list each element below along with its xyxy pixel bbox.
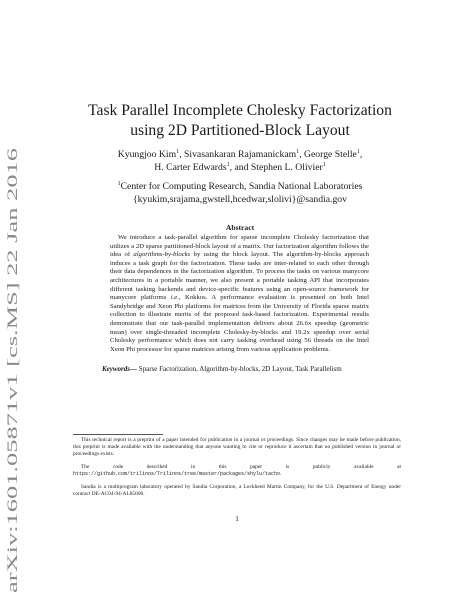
author-stelle: , George Stelle — [299, 149, 357, 160]
footnote-code-end: . — [280, 471, 282, 478]
author-sup: 1 — [176, 149, 180, 155]
affiliation — [60, 180, 420, 206]
footnotes — [73, 437, 401, 504]
paper-title — [60, 101, 420, 141]
affiliation-name: Center for Computing Research, Sandia National Laboratories — [120, 181, 363, 192]
keywords-text: Sparse Factorization, Algorithm-by-blocks, 2D Layout, Task Parallelism — [137, 365, 342, 373]
abstract-text-2: by using the block layout. The algorithm-by-blocks approach induces a task graph for the factorization. These tasks are inter-related to each other through their data dependences in the factorization algorithm. To process the tasks on various manycore architectures in a portable manner, we also present a portable tasking API that incorporates different tasking backends and device-specific features using an open-source framework for manycore platforms — [110, 251, 369, 302]
title-line-2: using 2D Partitioned-Block Layout — [130, 122, 350, 139]
affiliation-emails: {kyukim,srajama,gwstell,hcedwar,slolivi}@sandia.gov — [133, 194, 347, 205]
author-sup: 1 — [356, 149, 360, 155]
author-olivier: , and Stephen L. Olivier — [229, 162, 323, 173]
arxiv-stamp-svg — [5, 148, 21, 593]
abstract-body — [110, 234, 369, 354]
page-number: 1 — [235, 515, 239, 523]
keywords — [102, 365, 342, 373]
arxiv-stamp — [5, 148, 21, 593]
footnote-sandia: Sandia is a multiprogram laboratory operated by Sandia Corporation, a Lockheed Martin Company, for the U.S. Department of Energy under contract DE-AC04-94-AL85000. — [73, 484, 401, 498]
affiliation-line-1 — [60, 180, 420, 193]
abstract-heading: Abstract — [225, 223, 255, 232]
footnote-code-text: The code described in this paper is publicly available at — [81, 464, 401, 471]
abstract-text-3: , Kokkos. A performance evaluation is presented on both Intel Sandybridge and Xeon Phi platforms for matrices from the University of Florida sparse matrix collection to illustrate merits of the proposed task-based factorization. Experimental results demonstrate that our task-parallel implementation delivers about 26.6x speedup (geometric mean) over single-threaded incomplete Cholesky-by-blocks and 19.2x speedup over serial Cholesky performance which does not carry tasking overhead using 56 threads on the Intel Xeon Phi processor for sparse matrices arising from various application problems. — [110, 294, 369, 353]
author-edwards: H. Carter Edwards — [154, 162, 227, 173]
footnote-preprint: This technical report is a preprint of a paper intended for publication in a journal or proceedings. Since changes may be made before publication, this preprint is made available with the understanding that anyone wanting to cite or reproduce it ascertain that no published version in journal or proceedings exists. — [73, 437, 401, 458]
title-line-1: Task Parallel Incomplete Cholesky Factorization — [88, 102, 392, 119]
abstract-emphasis-1: algorithms-by-blocks — [133, 251, 191, 259]
author-list — [60, 148, 420, 174]
arxiv-stamp-text: arXiv:1601.05871v1 [cs.MS] 22 Jan 2016 — [5, 348, 21, 593]
footnote-code — [73, 464, 401, 478]
affiliation-sup: 1 — [117, 181, 121, 187]
keywords-label: Keywords— — [102, 365, 137, 373]
author-line-1 — [60, 148, 420, 161]
author-rajamanickam: , Sivasankaran Rajamanickam — [179, 149, 297, 160]
author-line-2 — [60, 161, 420, 174]
abstract-paragraph — [110, 234, 369, 354]
author-sup: 1 — [296, 149, 300, 155]
author-separator: , — [359, 149, 363, 160]
footnote-code-url[interactable]: https://github.com/trilinos/Trilinos/tree/master/packages/shylu/tacho — [73, 471, 281, 478]
author-kim: Kyungjoo Kim — [117, 149, 177, 160]
author-sup: 1 — [322, 162, 326, 168]
abstract-text-1: We introduce a task-parallel algorithm for sparse incomplete Cholesky factorization that utilizes a 2D sparse partitioned-block layout of a matrix. Our factorization algorithm follows the idea of — [110, 234, 369, 259]
footnote-rule — [73, 434, 163, 435]
author-sup: 1 — [226, 162, 230, 168]
abstract-emphasis-2: i.e. — [170, 294, 179, 302]
